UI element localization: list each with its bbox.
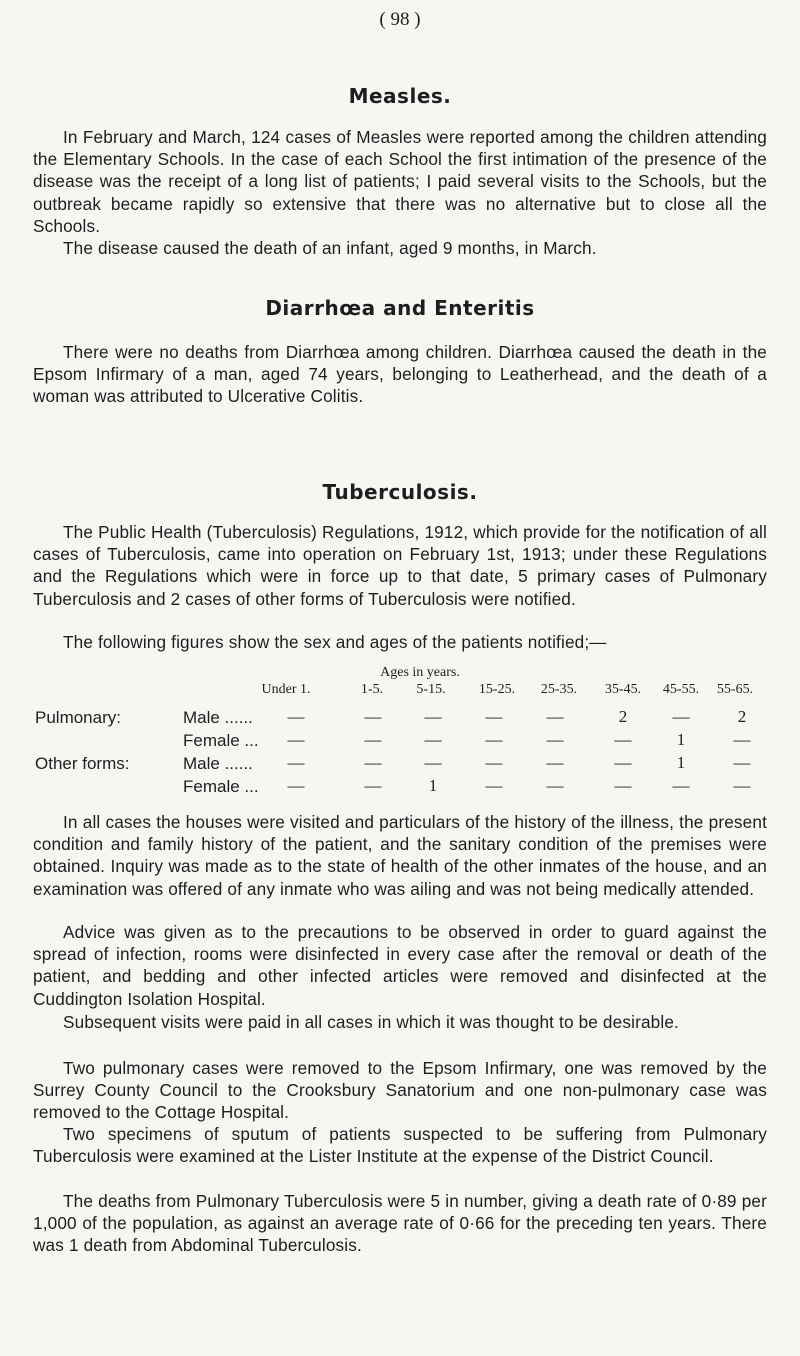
row-sex-label: Female ... — [183, 777, 259, 796]
diarrhoea-heading: Diarrhœa and Enteritis — [265, 296, 535, 320]
column-header: Under 1. — [261, 682, 311, 697]
table-cell: 1 — [676, 753, 686, 772]
measles-paragraph-1: In February and March, 124 cases of Measles were reported among the children attending the Elementary Schools. In the case of each School the first intimation of the presence of the disease was the receipt of a long list of patients; I paid several visits to the Schools, but the outbreak became rapidly so extensive that there was no alternative but to close all the Schools. — [33, 127, 767, 236]
table-cell: — — [424, 707, 442, 726]
table-cell: — — [287, 730, 305, 749]
tuberculosis-paragraph-2: The following figures show the sex and ages of the patients notified;— — [63, 632, 607, 652]
table-cell: — — [614, 730, 632, 749]
row-group-label: Other forms: — [35, 754, 130, 773]
column-header: 5-15. — [416, 682, 446, 697]
table-cell: 1 — [428, 776, 438, 795]
tuberculosis-paragraph-7: Two specimens of sputum of patients suspected to be suffering from Pulmonary Tuberculosis were examined at the Lister Institute at the expense of the District Council. — [33, 1124, 767, 1167]
tuberculosis-paragraph-4: Advice was given as to the precautions to be observed in order to guard against the spread of infection, rooms were disinfected in every case after the removal or death of the patient, and bedding and other infected articles were removed and disinfected at the Cuddington Isolation Hospital. — [33, 922, 767, 1009]
table-cell: — — [364, 707, 382, 726]
column-header: 25-35. — [540, 682, 578, 697]
table-cell: — — [287, 753, 305, 772]
table-cell: — — [287, 707, 305, 726]
tuberculosis-paragraph-1: The Public Health (Tuberculosis) Regulations, 1912, which provide for the notification of all cases of Tuberculosis, came into operation on February 1st, 1913; under these Regulations and the Regulations which were in force up to that date, 5 primary cases of Pulmonary Tuberculosis and 2 cases of other forms of Tuberculosis were notified. — [33, 522, 767, 609]
table-cell: — — [485, 776, 503, 795]
measles-paragraph-2: The disease caused the death of an infant, aged 9 months, in March. — [63, 238, 597, 258]
table-cell: — — [733, 776, 751, 795]
table-cell: — — [485, 707, 503, 726]
page-number: ( 98 ) — [379, 9, 421, 30]
table-cell: 2 — [737, 707, 747, 726]
measles-heading: Measles. — [348, 84, 452, 108]
table-cell: — — [672, 776, 690, 795]
row-sex-label: Male ...... — [183, 754, 253, 773]
table-cell: — — [546, 730, 564, 749]
tuberculosis-paragraph-6: Two pulmonary cases were removed to the Epsom Infirmary, one was removed by the Surrey County Council to the Crooksbury Sanatorium and one non-pulmonary case was removed to the Cottage Hospital. — [33, 1058, 767, 1123]
table-cell: — — [485, 730, 503, 749]
table-cell: — — [424, 753, 442, 772]
tuberculosis-paragraph-3: In all cases the houses were visited and particulars of the history of the illness, the present condition and family history of the patient, and the sanitary condition of the premises were obtained. Inquiry was made as to the state of health of the other inmates of the house, and an examination was offered of any inmate who was ailing and was not being medically attended. — [33, 812, 767, 899]
column-header: 55-65. — [716, 682, 754, 697]
table-cell: — — [546, 776, 564, 795]
table-cell: — — [364, 730, 382, 749]
table-cell: — — [672, 707, 690, 726]
table-cell: 1 — [676, 730, 686, 749]
table-cell: — — [364, 776, 382, 795]
table-cell: — — [733, 730, 751, 749]
column-header: 15-25. — [478, 682, 516, 697]
tuberculosis-paragraph-5: Subsequent visits were paid in all cases in which it was thought to be desirable. — [63, 1012, 679, 1032]
diarrhoea-paragraph-1: There were no deaths from Diarrhœa among children. Diarrhœa caused the death in the Epsom Infirmary of a man, aged 74 years, belonging to Leatherhead, and the death of a woman was attributed to Ulcerative Colitis. — [33, 342, 767, 407]
row-group-label: Pulmonary: — [35, 708, 121, 727]
table-cell: — — [614, 776, 632, 795]
table-caption: Ages in years. — [380, 665, 460, 680]
table-cell: — — [614, 753, 632, 772]
column-header: 35-45. — [604, 682, 642, 697]
tuberculosis-paragraph-8: The deaths from Pulmonary Tuberculosis were 5 in number, giving a death rate of 0·89 per 1,000 of the population, as against an average rate of 0·66 for the preceding ten years. There was 1 death from Abdominal Tuberculosis. — [33, 1191, 767, 1256]
table-cell: 2 — [618, 707, 628, 726]
row-sex-label: Female ... — [183, 731, 259, 750]
table-cell: — — [733, 753, 751, 772]
table-cell: — — [546, 753, 564, 772]
table-cell: — — [485, 753, 503, 772]
table-cell: — — [424, 730, 442, 749]
row-sex-label: Male ...... — [183, 708, 253, 727]
table-cell: — — [287, 776, 305, 795]
table-cell: — — [364, 753, 382, 772]
table-cell: — — [546, 707, 564, 726]
tuberculosis-heading: Tuberculosis. — [322, 480, 478, 504]
column-header: 45-55. — [662, 682, 700, 697]
column-header: 1-5. — [360, 682, 384, 697]
